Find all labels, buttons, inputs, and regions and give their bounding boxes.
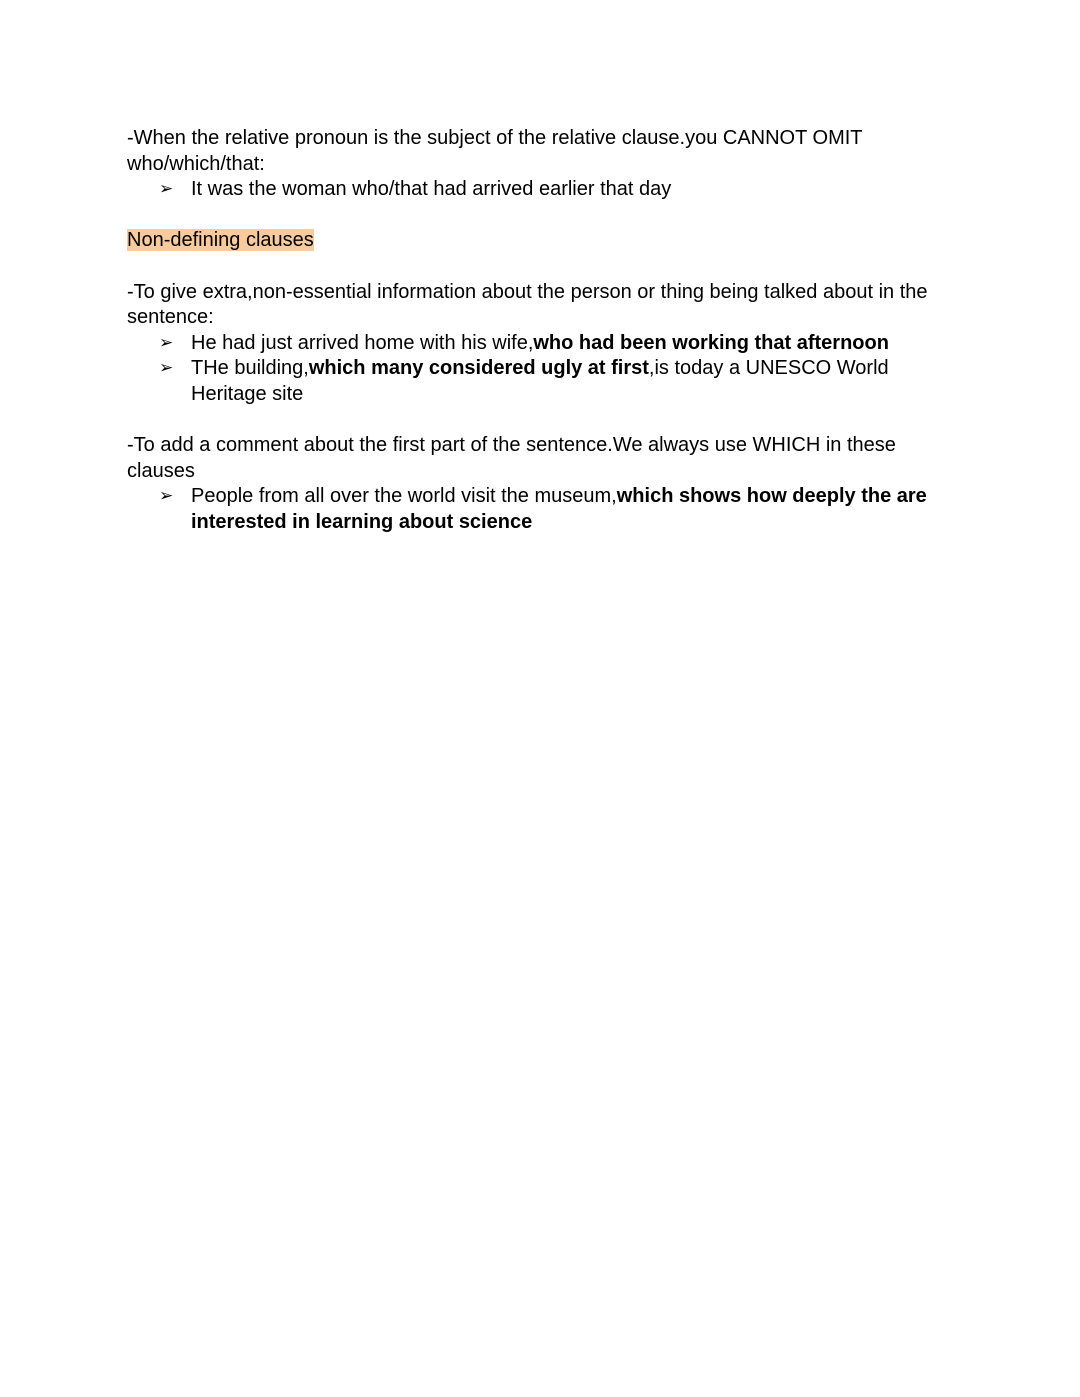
comment-rule: -To add a comment about the first part of the sentence.We always use WHICH in these clauses — [127, 434, 896, 482]
example-text-tail: ,is today a UNESCO World Heritage site — [191, 357, 889, 405]
document-page — [127, 126, 957, 536]
extra-info-rule: -To give extra,non-essential information about the person or thing being talked about in the sentence: — [127, 280, 928, 329]
example-bold-clause: which shows how deeply the are interested in learning about science — [191, 485, 927, 533]
example-bold-clause: which many considered ugly at first — [308, 357, 649, 380]
comment-examples — [127, 484, 957, 535]
example-text: It was the woman who/that had arrived earlier that day — [191, 178, 672, 201]
example-text: He had just arrived home with his wife, — [191, 331, 534, 354]
blank-line — [127, 408, 957, 434]
blank-line — [127, 254, 957, 280]
section-heading-wrapper — [127, 228, 957, 254]
list-item — [127, 331, 957, 357]
list-item — [127, 177, 957, 203]
example-bold-clause: who had been working that afternoon — [533, 331, 889, 354]
section-heading: Non-defining clauses — [127, 229, 314, 252]
example-text: THe building, — [191, 357, 309, 380]
subject-pronoun-rule: -When the relative pronoun is the subject of the relative clause.you CANNOT OMIT who/which/that: — [127, 127, 863, 175]
list-item — [127, 356, 957, 407]
arrow-bullet-icon: ➢ — [159, 486, 174, 507]
subject-pronoun-examples — [127, 177, 957, 203]
arrow-bullet-icon: ➢ — [159, 358, 174, 379]
arrow-bullet-icon: ➢ — [159, 332, 174, 353]
arrow-bullet-icon: ➢ — [159, 179, 174, 200]
blank-line — [127, 203, 957, 229]
list-item — [127, 484, 957, 535]
example-text: People from all over the world visit the museum, — [191, 485, 617, 508]
extra-info-examples — [127, 331, 957, 408]
